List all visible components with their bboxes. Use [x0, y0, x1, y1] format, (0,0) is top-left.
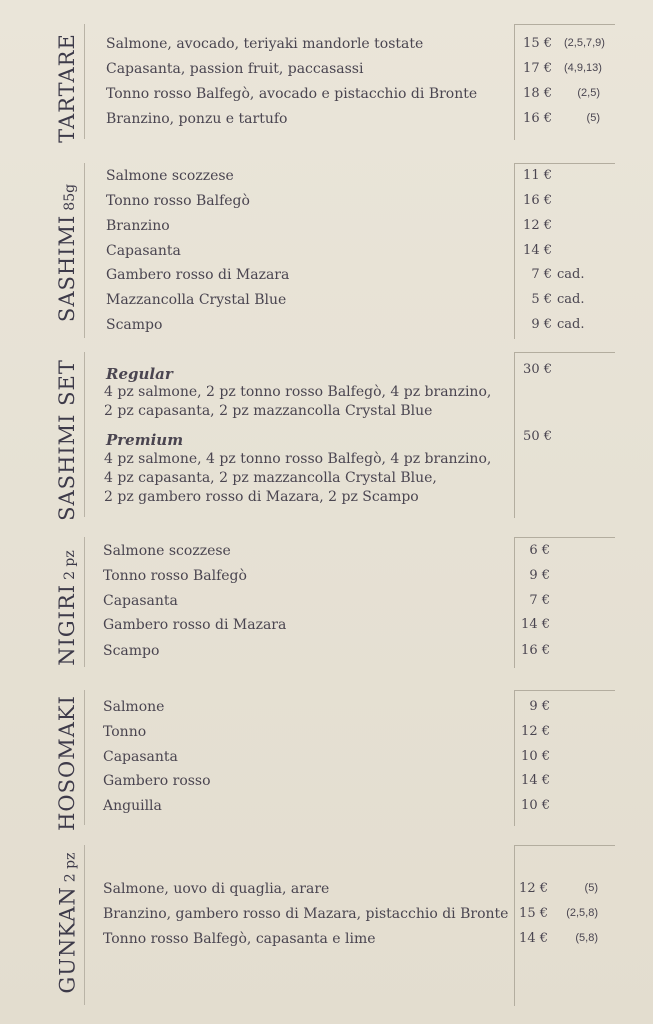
menu-item: [0, 724, 653, 748]
item-name: Branzino, gambero rosso di Mazara, pistacchio di Bronte: [103, 906, 509, 922]
set-line: 4 pz salmone, 4 pz tonno rosso Balfegò, 4 pz branzino,: [104, 451, 492, 467]
set-line: 2 pz gambero rosso di Mazara, 2 pz Scampo: [104, 489, 419, 505]
item-price: 17 €: [523, 61, 552, 76]
item-name: Anguilla: [103, 798, 162, 814]
set-name-regular: Regular: [106, 365, 173, 383]
set-description-regular: [104, 383, 491, 421]
menu-item: [0, 593, 653, 617]
set-price-premium: 50 €: [523, 429, 552, 444]
item-price: 12 €: [519, 881, 548, 896]
item-price: 12 €: [521, 724, 550, 739]
allergen-note: (2,5,8): [566, 907, 598, 919]
item-price: 10 €: [521, 798, 550, 813]
item-name: Gambero rosso di Mazara: [106, 267, 290, 283]
item-name: Capasanta, passion fruit, paccasassi: [106, 61, 364, 77]
menu-item: [0, 543, 653, 567]
item-price: 14 €: [521, 617, 550, 632]
allergen-note: (5,8): [575, 932, 598, 944]
menu-item: [0, 86, 653, 110]
item-price: 14 €: [519, 931, 548, 946]
item-price: 16 €: [523, 193, 552, 208]
menu-item: [0, 317, 653, 341]
item-name: Capasanta: [103, 749, 178, 765]
set-line: 4 pz capasanta, 2 pz mazzancolla Crystal Blue,: [104, 470, 437, 486]
menu-item: [0, 798, 653, 822]
item-name: Capasanta: [106, 243, 181, 259]
item-name: Tonno rosso Balfegò, capasanta e lime: [103, 931, 376, 947]
item-name: Tonno rosso Balfegò: [103, 568, 247, 584]
item-name: Salmone scozzese: [103, 543, 231, 559]
menu-item: [0, 267, 653, 291]
item-price: 6 €: [529, 543, 550, 558]
section-subtitle: 2 pz: [62, 549, 78, 580]
item-price: 16 €: [521, 643, 550, 658]
menu-item: [0, 906, 653, 930]
item-price: 7 €: [531, 267, 552, 282]
item-price: 7 €: [529, 593, 550, 608]
section-title-hosomaki: HOSOMAKI: [55, 694, 80, 831]
allergen-note: (4,9,13): [564, 62, 602, 74]
menu-item: [0, 773, 653, 797]
item-name: Branzino: [106, 218, 170, 234]
menu-item: [0, 61, 653, 85]
item-price: 9 €: [531, 317, 552, 332]
item-name: Gambero rosso di Mazara: [103, 617, 287, 633]
menu-item: [0, 168, 653, 192]
section-title-gunkan: GUNKAN2 pz: [55, 852, 79, 993]
item-price: 12 €: [523, 218, 552, 233]
menu-item: [0, 193, 653, 217]
item-name: Gambero rosso: [103, 773, 211, 789]
section-subtitle: 85g: [62, 183, 79, 211]
item-name: Tonno: [103, 724, 147, 740]
section-title-tartare: TARTARE: [55, 33, 80, 143]
item-name: Tonno rosso Balfegò, avocado e pistacchio di Bronte: [106, 86, 478, 102]
menu-item: [0, 881, 653, 905]
item-price: 15 €: [519, 906, 548, 921]
menu-item: [0, 699, 653, 723]
per-piece-label: cad.: [557, 292, 585, 307]
item-name: Tonno rosso Balfegò: [106, 193, 250, 209]
allergen-note: (2,5): [577, 87, 600, 99]
menu-item: [0, 617, 653, 641]
menu-item: [0, 111, 653, 135]
menu-item: [0, 292, 653, 316]
item-price: 11 €: [523, 168, 552, 183]
set-name-premium: Premium: [106, 431, 184, 449]
item-name: Salmone scozzese: [106, 168, 234, 184]
section-title-nigiri: NIGIRI2 pz: [55, 549, 79, 666]
item-price: 16 €: [523, 111, 552, 126]
menu-item: [0, 218, 653, 242]
item-name: Capasanta: [103, 593, 178, 609]
item-price: 9 €: [529, 568, 550, 583]
allergen-note: (5): [586, 112, 600, 124]
set-price-regular: 30 €: [523, 362, 552, 377]
allergen-note: (2,5,7,9): [564, 37, 605, 49]
set-line: 2 pz capasanta, 2 pz mazzancolla Crystal Blue: [104, 403, 433, 419]
set-line: 4 pz salmone, 2 pz tonno rosso Balfegò, 4 pz branzino,: [104, 384, 492, 400]
section-title-sashimi-set: SASHIMI SET: [55, 359, 79, 521]
item-price: 14 €: [523, 243, 552, 258]
item-price: 18 €: [523, 86, 552, 101]
menu-item: [0, 643, 653, 667]
allergen-note: (5): [584, 882, 598, 894]
item-name: Scampo: [103, 643, 160, 659]
item-price: 9 €: [529, 699, 550, 714]
item-name: Branzino, ponzu e tartufo: [106, 111, 288, 127]
section-title-sashimi: SASHIMI85g: [55, 183, 80, 323]
item-name: Salmone: [103, 699, 165, 715]
item-name: Scampo: [106, 317, 163, 333]
menu-item: [0, 931, 653, 955]
item-price: 15 €: [523, 36, 552, 51]
set-description-premium: [104, 450, 491, 507]
menu-item: [0, 749, 653, 773]
menu-item: [0, 243, 653, 267]
item-name: Mazzancolla Crystal Blue: [106, 292, 287, 308]
menu-item: [0, 568, 653, 592]
item-price: 10 €: [521, 749, 550, 764]
per-piece-label: cad.: [557, 267, 585, 282]
menu-item: [0, 36, 653, 60]
item-price: 5 €: [531, 292, 552, 307]
item-name: Salmone, avocado, teriyaki mandorle tostate: [106, 36, 424, 52]
item-price: 14 €: [521, 773, 550, 788]
item-name: Salmone, uovo di quaglia, arare: [103, 881, 330, 897]
section-subtitle: 2 pz: [62, 852, 78, 882]
per-piece-label: cad.: [557, 317, 585, 332]
